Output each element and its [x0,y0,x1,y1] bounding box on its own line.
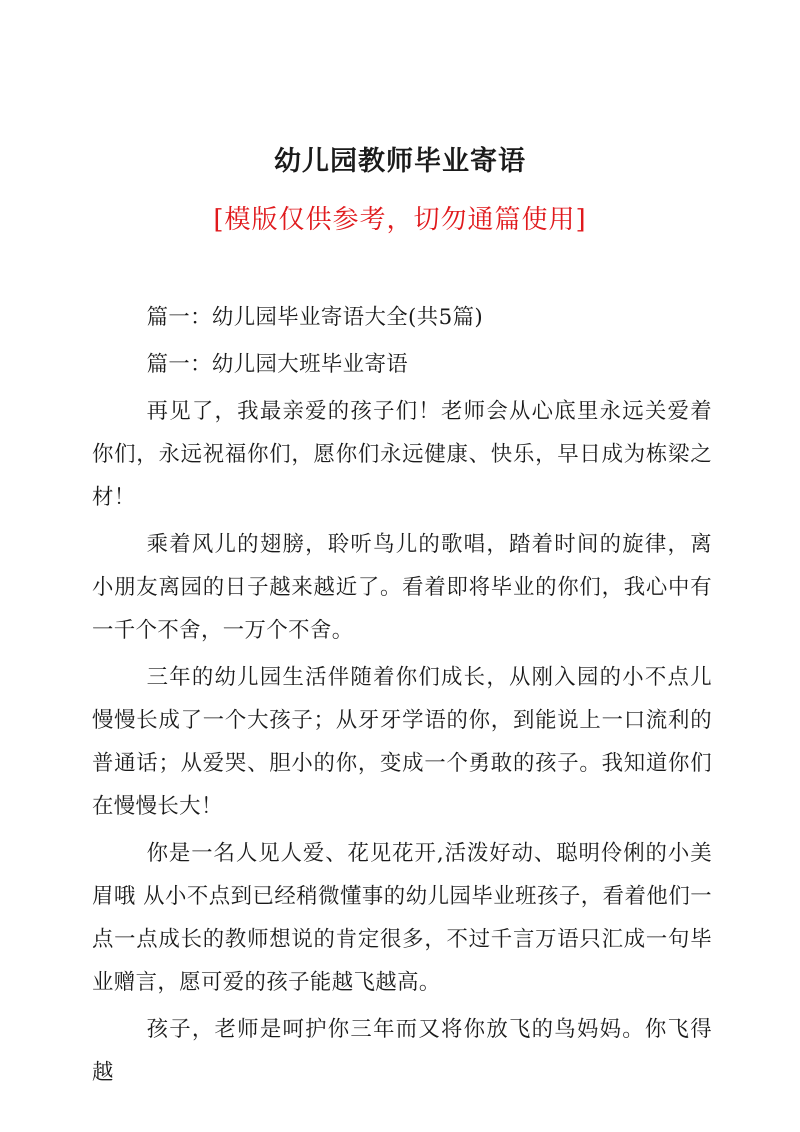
paragraph: 三年的幼儿园生活伴随着你们成长，从刚入园的小不点儿慢慢长成了一个大孩子；从牙牙学语的你，到能说上一口流利的普通话；从爱哭、胆小的你，变成一个勇敢的孩子。我知道你们在慢慢长大！ [92,665,712,819]
paragraph: 篇一：幼儿园大班毕业寄语 [146,352,409,377]
document-title: 幼儿园教师毕业寄语 [274,146,526,177]
document-body [92,296,712,1098]
paragraph: 篇一：幼儿园毕业寄语大全(共5篇) [146,305,484,330]
paragraph: 孩子，老师是呵护你三年而又将你放飞的鸟妈妈。你飞得越 [92,1017,712,1085]
paragraph: 再见了，我最亲爱的孩子们！老师会从心底里永远关爱着你们，永远祝福你们，愿你们永远健康、快乐，早日成为栋梁之材！ [92,399,712,510]
paragraph: 你是一名人见人爱、花见花开,活泼好动、聪明伶俐的小美眉哦 从小不点到已经稍微懂事的幼儿园毕业班孩子，看着他们一点一点成长的教师想说的肯定很多，不过千言万语只汇成一句毕业赠言，愿可爱的孩子能越飞越高。 [92,841,712,995]
paragraph: 乘着风儿的翅膀，聆听鸟儿的歌唱，踏着时间的旋律，离小朋友离园的日子越来越近了。看着即将毕业的你们，我心中有一千个不舍，一万个不舍。 [92,532,712,643]
template-notice: [模版仅供参考，切勿通篇使用] [213,205,587,235]
